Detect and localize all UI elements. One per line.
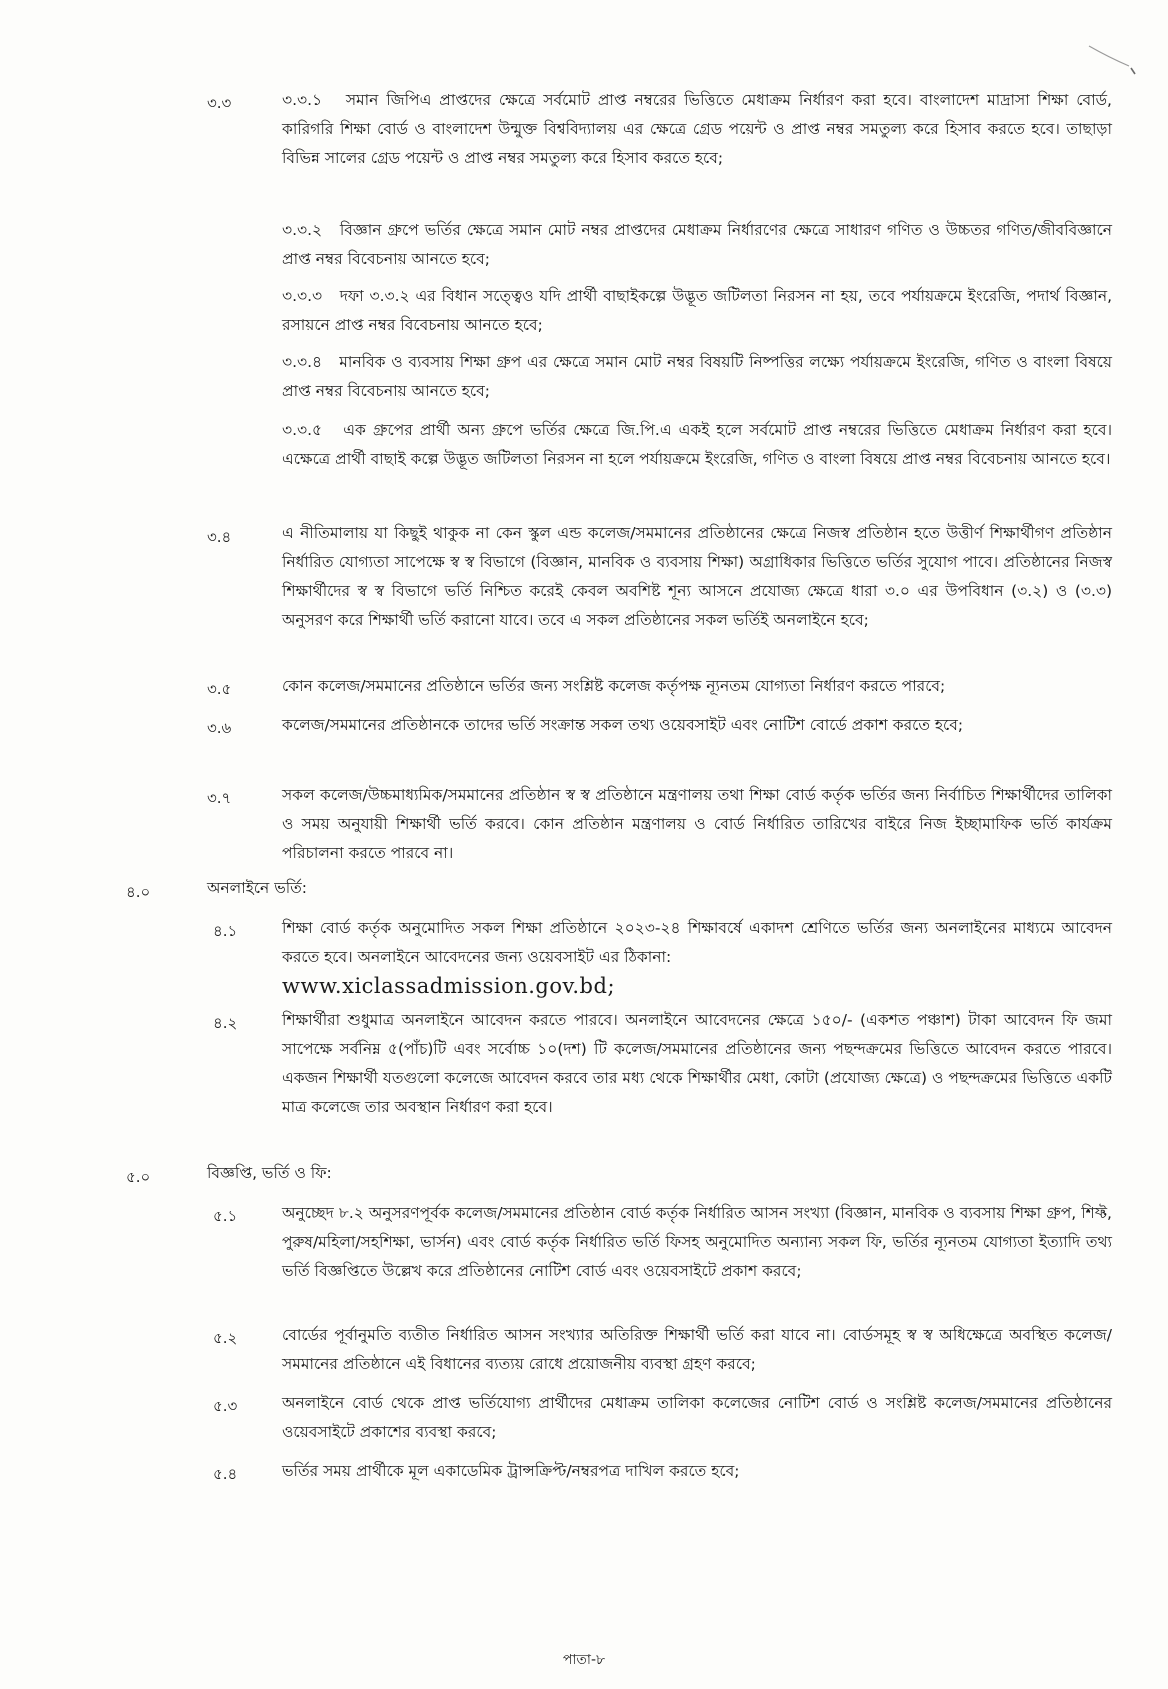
section-4-2-text: শিক্ষার্থীরা শুধুমাত্র অনলাইনে আবেদন করতে পারবে। অনলাইনে আবেদনের ক্ষেত্রে ১৫০/- (একশত পঞ্চাশ) টাকা আবেদন ফি জমা সাপেক্ষে সর্বনিম্ন ৫(পাঁচ)টি এবং সর্বোচ্চ ১০(দশ) টি কলেজ/সমমানের প্রতিষ্ঠানের জন্য পছন্দক্রমের ভিত্তিতে আবেদন করতে পারবে। একজন শিক্ষার্থী যতগুলো কলেজে আবেদন করবে তার মধ্য থেকে শিক্ষার্থীর মেধা, কোটা (প্রযোজ্য ক্ষেত্রে) ও পছন্দক্রমের ভিত্তিতে একটি মাত্র কলেজে তার অবস্থান নির্ধারণ করা হবে। (282, 1011, 1112, 1116)
subsection-3-3-2 (282, 216, 1112, 274)
subsection-3-3-1 (282, 86, 1112, 173)
section-number: ৫.২ (213, 1329, 238, 1347)
subsection-text: মানবিক ও ব্যবসায় শিক্ষা গ্রুপ এর ক্ষেত্রে সমান মোট নম্বর বিষয়টি নিষ্পত্তির লক্ষ্যে পর্যায়ক্রমে ইংরেজি, গণিত ও বাংলা বিষয়ে প্রাপ্ত নম্বর বিবেচনায় আনতে হবে; (282, 353, 1112, 400)
section-number: ৫.১ (213, 1207, 238, 1225)
subsection-3-3-3 (282, 282, 1112, 340)
admission-website-url: www.xiclassadmission.gov.bd; (282, 974, 616, 998)
section-5-2-text: বোর্ডের পূর্বানুমতি ব্যতীত নির্ধারিত আসন সংখ্যার অতিরিক্ত শিক্ষার্থী ভর্তি করা যাবে না। বোর্ডসমূহ স্ব স্ব অধিক্ষেত্রে অবস্থিত কলেজ/সমমানের প্রতিষ্ঠানে এই বিধানের ব্যত্যয় রোধে প্রয়োজনীয় ব্যবস্থা গ্রহণ করবে; (282, 1326, 1112, 1373)
section-number: ৩.৬ (207, 719, 232, 737)
page-number: পাতা-৮ (562, 1652, 606, 1668)
section-number: ৫.০ (126, 1168, 151, 1186)
section-number: ৪.২ (213, 1014, 238, 1032)
pen-mark (1085, 40, 1145, 80)
section-number: ৫.৪ (213, 1465, 238, 1483)
subsection-text: সমান জিপিএ প্রাপ্তদের ক্ষেত্রে সর্বমোট প্রাপ্ত নম্বরের ভিত্তিতে মেধাক্রম নির্ধারণ করা হবে। বাংলাদেশ মাদ্রাসা শিক্ষা বোর্ড, কারিগরি শিক্ষা বোর্ড ও বাংলাদেশ উন্মুক্ত বিশ্ববিদ্যালয় এর ক্ষেত্রে গ্রেড পয়েন্ট ও প্রাপ্ত নম্বর সমতুল্য করে হিসাব করতে হবে। তাছাড়া বিভিন্ন সালের গ্রেড পয়েন্ট ও প্রাপ্ত নম্বর সমতুল্য করে হিসাব করতে হবে; (282, 91, 1112, 167)
section-4-1-text (282, 914, 1112, 1003)
section-number: ৩.৭ (207, 789, 232, 807)
subsection-number: ৩.৩.৩ (282, 287, 323, 305)
subsection-3-3-5 (282, 416, 1112, 474)
subsection-text: বিজ্ঞান গ্রুপে ভর্তির ক্ষেত্রে সমান মোট নম্বর প্রাপ্তদের মেধাক্রম নির্ধারণের ক্ষেত্রে সাধারণ গণিত ও উচ্চতর গণিত/জীববিজ্ঞানে প্রাপ্ত নম্বর বিবেচনায় আনতে হবে; (282, 221, 1113, 268)
section-heading: অনলাইনে ভর্তি: (207, 879, 308, 897)
subsection-number: ৩.৩.৫ (282, 421, 323, 439)
section-heading: বিজ্ঞপ্তি, ভর্তি ও ফি: (207, 1164, 332, 1182)
section-number: ৫.৩ (213, 1397, 238, 1415)
subsection-number: ৩.৩.৪ (282, 353, 323, 371)
section-3-4-text: এ নীতিমালায় যা কিছুই থাকুক না কেন স্কুল এন্ড কলেজ/সমমানের প্রতিষ্ঠানের ক্ষেত্রে নিজস্ব প্রতিষ্ঠান হতে উত্তীর্ণ শিক্ষার্থীগণ প্রতিষ্ঠান নির্ধারিত যোগ্যতা সাপেক্ষে স্ব স্ব বিভাগে (বিজ্ঞান, মানবিক ও ব্যবসায় শিক্ষা) অগ্রাধিকার ভিত্তিতে ভর্তির সুযোগ পাবে। প্রতিষ্ঠানের নিজস্ব শিক্ষার্থীদের স্ব স্ব বিভাগে ভর্তি নিশ্চিত করেই কেবল অবশিষ্ট শূন্য আসনে প্রযোজ্য ক্ষেত্রে ধারা ৩.০ এর উপবিধান (৩.২) ও (৩.৩) অনুসরণ করে শিক্ষার্থী ভর্তি করানো যাবে। তবে এ সকল প্রতিষ্ঠানের সকল ভর্তিই অনলাইনে হবে; (282, 524, 1112, 629)
subsection-number: ৩.৩.১ (282, 91, 323, 109)
section-5-1-text: অনুচ্ছেদ ৮.২ অনুসরণপূর্বক কলেজ/সমমানের প্রতিষ্ঠান বোর্ড কর্তৃক নির্ধারিত আসন সংখ্যা (বিজ্ঞান, মানবিক ও ব্যবসায় শিক্ষা গ্রুপ, শিফ্ট, পুরুষ/মহিলা/সহশিক্ষা, ভার্সন) এবং বোর্ড কর্তৃক নির্ধারিত ভর্তি ফিসহ অনুমোদিত অন্যান্য সকল ফি, ভর্তির ন্যূনতম যোগ্যতা ইত্যাদি তথ্য ভর্তি বিজ্ঞপ্তিতে উল্লেখ করে প্রতিষ্ঠানের নোটিশ বোর্ড এবং ওয়েবসাইটে প্রকাশ করবে; (282, 1204, 1112, 1280)
section-5-4-text: ভর্তির সময় প্রার্থীকে মূল একাডেমিক ট্রান্সক্রিপ্ট/নম্বরপত্র দাখিল করতে হবে; (282, 1462, 740, 1480)
subsection-text: এক গ্রুপের প্রার্থী অন্য গ্রুপে ভর্তির ক্ষেত্রে জি.পি.এ একই হলে সর্বমোট প্রাপ্ত নম্বরের ভিত্তিতে মেধাক্রম নির্ধারণ করা হবে। এক্ষেত্রে প্রার্থী বাছাই কল্পে উদ্ভূত জটিলতা নিরসন না হলে পর্যায়ক্রমে ইংরেজি, গণিত ও বাংলা বিষয়ে প্রাপ্ত নম্বর বিবেচনায় আনতে হবে। (282, 421, 1113, 468)
subsection-3-3-4 (282, 348, 1112, 406)
section-number: ৩.৫ (207, 680, 232, 698)
section-number: ৪.০ (126, 883, 151, 901)
section-number: ৩.৪ (207, 528, 232, 546)
subsection-text: দফা ৩.৩.২ এর বিধান সত্ত্বেও যদি প্রার্থী বাছাইকল্পে উদ্ভূত জটিলতা নিরসন না হয়, তবে পর্যায়ক্রমে ইংরেজি, পদার্থ বিজ্ঞান, রসায়নে প্রাপ্ত নম্বর বিবেচনায় আনতে হবে; (282, 287, 1113, 334)
section-3-7-text: সকল কলেজ/উচ্চমাধ্যমিক/সমমানের প্রতিষ্ঠান স্ব স্ব প্রতিষ্ঠানে মন্ত্রণালয় তথা শিক্ষা বোর্ড কর্তৃক ভর্তির জন্য নির্বাচিত শিক্ষার্থীদের তালিকা ও সময় অনুযায়ী শিক্ষার্থী ভর্তি করবে। কোন প্রতিষ্ঠান মন্ত্রণালয় ও বোর্ড নির্ধারিত তারিখের বাইরে নিজ ইচ্ছামাফিক ভর্তি কার্যক্রম পরিচালনা করতে পারবে না। (282, 786, 1112, 862)
section-3-5-text: কোন কলেজ/সমমানের প্রতিষ্ঠানে ভর্তির জন্য সংশ্লিষ্ট কলেজ কর্তৃপক্ষ ন্যূনতম যোগ্যতা নির্ধারণ করতে পারবে; (282, 677, 946, 695)
section-number: ৪.১ (213, 922, 238, 940)
section-number: ৩.৩ (207, 94, 232, 112)
section-4-1-body: শিক্ষা বোর্ড কর্তৃক অনুমোদিত সকল শিক্ষা প্রতিষ্ঠানে ২০২৩-২৪ শিক্ষাবর্ষে একাদশ শ্রেণিতে ভর্তির জন্য অনলাইনের মাধ্যমে আবেদন করতে হবে। অনলাইনে আবেদনের জন্য ওয়েবসাইট এর ঠিকানা: (282, 919, 1112, 966)
section-3-6-text: কলেজ/সমমানের প্রতিষ্ঠানকে তাদের ভর্তি সংক্রান্ত সকল তথ্য ওয়েবসাইট এবং নোটিশ বোর্ডে প্রকাশ করতে হবে; (282, 716, 964, 734)
subsection-number: ৩.৩.২ (282, 221, 323, 239)
section-5-3-text: অনলাইনে বোর্ড থেকে প্রাপ্ত ভর্তিযোগ্য প্রার্থীদের মেধাক্রম তালিকা কলেজের নোটিশ বোর্ড ও সংশ্লিষ্ট কলেজ/সমমানের প্রতিষ্ঠানের ওয়েবসাইটে প্রকাশের ব্যবস্থা করবে; (282, 1394, 1112, 1441)
